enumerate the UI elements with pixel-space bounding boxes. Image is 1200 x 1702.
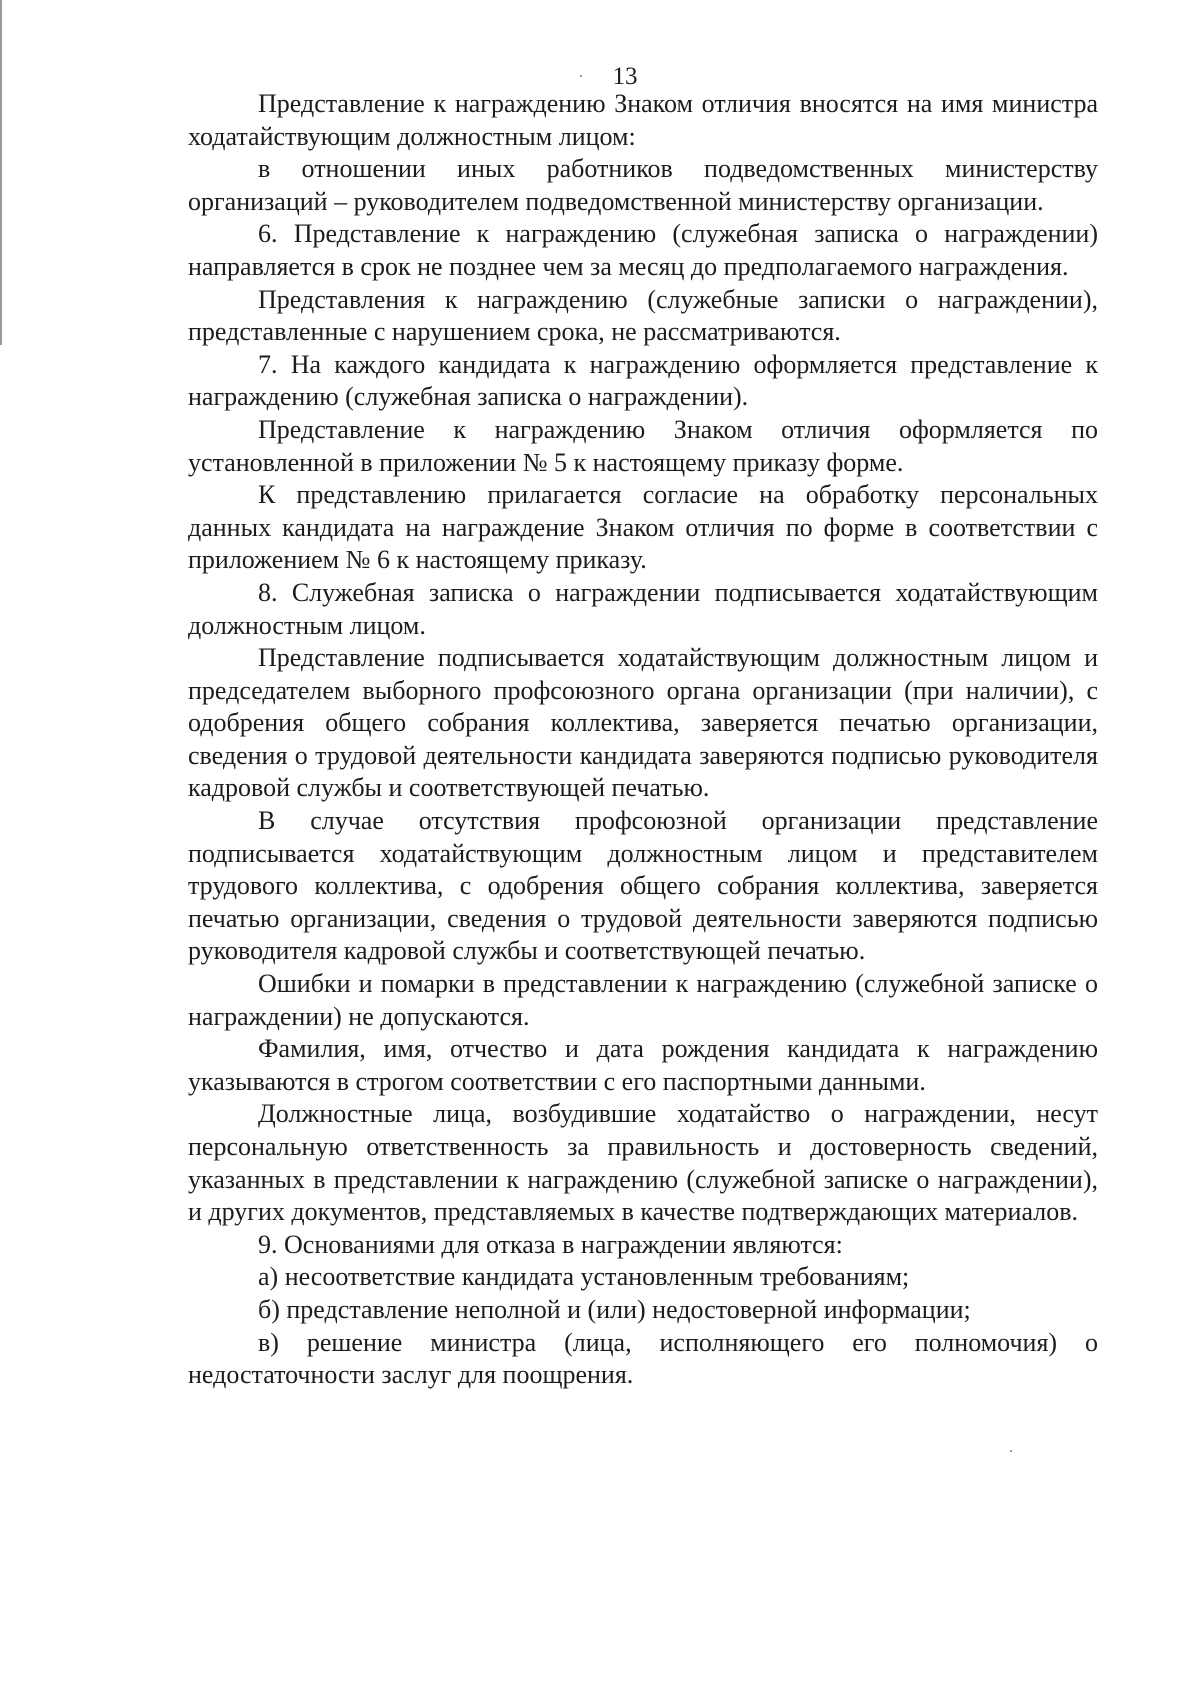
paragraph: в) решение министра (лица, исполняющего его полномочия) о недостаточности заслуг для поощрения. [188, 1327, 1098, 1390]
paragraph: б) представление неполной и (или) недостоверной информации; [258, 1294, 971, 1324]
paragraph: Представление подписывается ходатайствующим должностным лицом и председателем выборного профсоюзного органа организации (при наличии), с одобрения общего собрания коллектива, заверяется печатью организации, сведения о трудовой деятельности кандидата заверяются подписью руководителя кадровой службы и соответствующей печатью. [188, 643, 1098, 803]
paragraph: Должностные лица, возбудившие ходатайство о награждении, несут персональную ответственность за правильность и достоверность сведений, указанных в представлении к награждению (служебной записке о награждении), и других документов, представляемых в качестве подтверждающих материалов. [188, 1099, 1098, 1227]
page-number: 13 [612, 63, 638, 90]
paragraph: Представления к награждению (служебные записки о награждении), представленные с нарушением срока, не рассматриваются. [188, 284, 1098, 347]
paragraph: Представление к награждению Знаком отличия вносятся на имя министра ходатайствующим должностным лицом: [188, 89, 1098, 151]
paragraph: В случае отсутствия профсоюзной организации представление подписывается ходатайствующим должностным лицом и представителем трудового коллектива, с одобрения общего собрания коллектива, заверяется печатью организации, сведения о трудовой деятельности заверяются подписью руководителя кадровой службы и соответствующей печатью. [188, 806, 1098, 966]
document-body [188, 88, 1098, 1392]
scan-edge [0, 0, 2, 345]
paragraph: К представлению прилагается согласие на обработку персональных данных кандидата на награждение Знаком отличия по форме в соответствии с приложением № 6 к настоящему приказу. [188, 480, 1098, 575]
paragraph: 9. Основаниями для отказа в награждении являются: [258, 1229, 843, 1259]
scan-speck [1010, 1450, 1012, 1452]
paragraph: Представление к награждению Знаком отличия оформляется по установленной в приложении № 5 к настоящему приказу форме. [188, 414, 1098, 477]
paragraph: в отношении иных работников подведомственных министерству организаций – руководителем подведомственной министерству организации. [188, 154, 1098, 216]
paragraph: а) несоответствие кандидата установленным требованиям; [258, 1262, 910, 1292]
paragraph: 6. Представление к награждению (служебная записка о награждении) направляется в срок не позднее чем за месяц до предполагаемого награждения. [188, 219, 1098, 281]
paragraph: 7. На каждого кандидата к награждению оформляется представление к награждению (служебная записка о награждении). [188, 349, 1098, 412]
paragraph: Ошибки и помарки в представлении к награждению (служебной записке о награждении) не допускаются. [188, 969, 1098, 1031]
paragraph: 8. Служебная записка о награждении подписывается ходатайствующим должностным лицом. [188, 577, 1098, 640]
paragraph: Фамилия, имя, отчество и дата рождения кандидата к награждению указываются в строгом соответствии с его паспортными данными. [188, 1034, 1098, 1096]
